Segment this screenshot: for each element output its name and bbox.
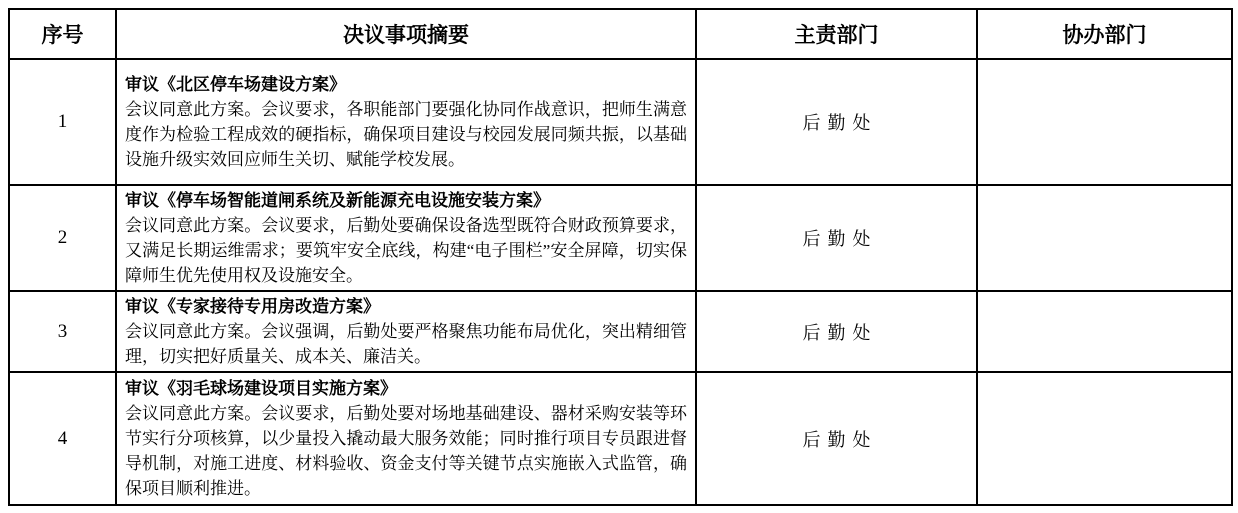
resolution-title: 审议《专家接待专用房改造方案》 bbox=[125, 297, 380, 316]
table-body bbox=[9, 59, 1232, 505]
row-index: 4 bbox=[9, 372, 116, 505]
summary-cell bbox=[116, 372, 696, 505]
table-row bbox=[9, 59, 1232, 185]
row-index: 2 bbox=[9, 185, 116, 291]
table-header bbox=[9, 9, 1232, 59]
summary-cell bbox=[116, 185, 696, 291]
col-header-co-dept: 协办部门 bbox=[977, 9, 1232, 59]
col-header-lead-dept: 主责部门 bbox=[696, 9, 977, 59]
table-row bbox=[9, 291, 1232, 372]
lead-dept-cell: 后勤处 bbox=[696, 291, 977, 372]
lead-dept-cell: 后勤处 bbox=[696, 59, 977, 185]
co-dept-cell bbox=[977, 59, 1232, 185]
resolution-body: 会议同意此方案。会议要求，各职能部门要强化协同作战意识，把师生满意度作为检验工程成效的硬指标，确保项目建设与校园发展同频共振，以基础设施升级实效回应师生关切、赋能学校发展。 bbox=[125, 100, 687, 169]
co-dept-cell bbox=[977, 291, 1232, 372]
table-row bbox=[9, 372, 1232, 505]
resolution-body: 会议同意此方案。会议要求，后勤处要对场地基础建设、器材采购安装等环节实行分项核算，以少量投入撬动最大服务效能；同时推行项目专员跟进督导机制，对施工进度、材料验收、资金支付等关键节点实施嵌入式监管，确保项目顺利推进。 bbox=[125, 404, 687, 498]
col-header-index: 序号 bbox=[9, 9, 116, 59]
resolution-title: 审议《停车场智能道闸系统及新能源充电设施安装方案》 bbox=[125, 191, 550, 210]
document-page bbox=[8, 8, 1233, 506]
lead-dept-cell: 后勤处 bbox=[696, 185, 977, 291]
row-index: 1 bbox=[9, 59, 116, 185]
resolution-table bbox=[8, 8, 1233, 506]
resolution-title: 审议《北区停车场建设方案》 bbox=[125, 75, 346, 94]
co-dept-cell bbox=[977, 372, 1232, 505]
summary-cell bbox=[116, 59, 696, 185]
summary-cell bbox=[116, 291, 696, 372]
table-row bbox=[9, 185, 1232, 291]
resolution-title: 审议《羽毛球场建设项目实施方案》 bbox=[125, 379, 397, 398]
lead-dept-cell: 后勤处 bbox=[696, 372, 977, 505]
co-dept-cell bbox=[977, 185, 1232, 291]
col-header-summary: 决议事项摘要 bbox=[116, 9, 696, 59]
row-index: 3 bbox=[9, 291, 116, 372]
resolution-body: 会议同意此方案。会议强调，后勤处要严格聚焦功能布局优化，突出精细管理，切实把好质量关、成本关、廉洁关。 bbox=[125, 322, 687, 366]
resolution-body: 会议同意此方案。会议要求，后勤处要确保设备选型既符合财政预算要求，又满足长期运维需求；要筑牢安全底线，构建“电子围栏”安全屏障，切实保障师生优先使用权及设施安全。 bbox=[125, 216, 687, 285]
header-row bbox=[9, 9, 1232, 59]
